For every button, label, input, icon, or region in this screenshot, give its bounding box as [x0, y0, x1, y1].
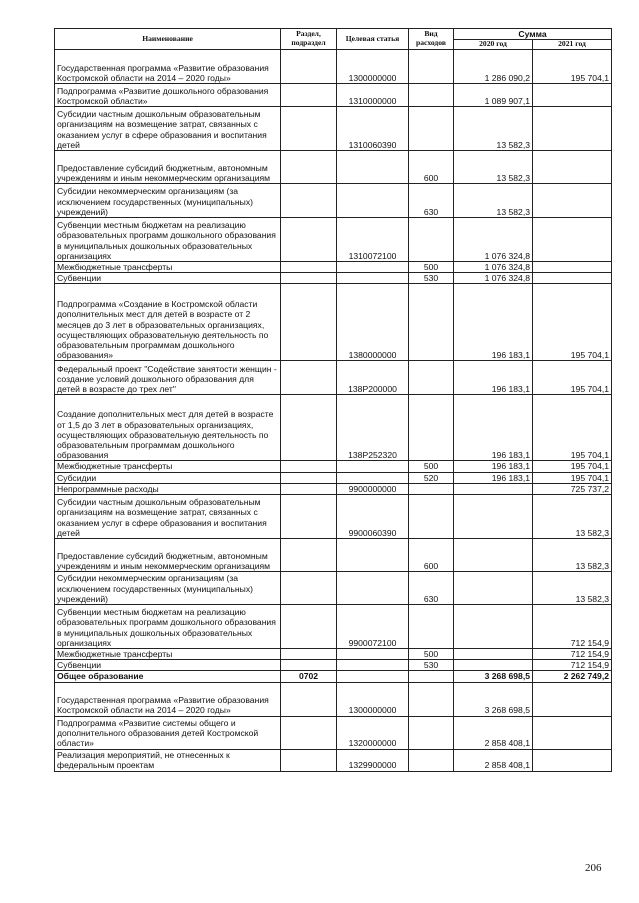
- cell-y2021: 712 154,9: [533, 649, 612, 660]
- cell-target: [337, 572, 409, 605]
- cell-type: [409, 395, 454, 461]
- table-row: [55, 273, 612, 284]
- cell-y2021: [533, 262, 612, 273]
- table-row: [55, 151, 612, 184]
- cell-y2020: 1 089 907,1: [454, 84, 533, 107]
- table-row: [55, 605, 612, 649]
- cell-name: Межбюджетные трансферты: [55, 461, 281, 472]
- cell-y2021: 13 582,3: [533, 572, 612, 605]
- cell-y2021: 195 704,1: [533, 472, 612, 483]
- table-row: [55, 495, 612, 539]
- cell-target: 9900060390: [337, 495, 409, 539]
- cell-type: 630: [409, 572, 454, 605]
- table-row: [55, 671, 612, 682]
- cell-section: [281, 649, 337, 660]
- cell-type: [409, 284, 454, 361]
- cell-name: Непрограммные расходы: [55, 483, 281, 494]
- col-header-target: Целевая статья: [337, 29, 409, 50]
- cell-name: Федеральный проект "Содействие занятости женщин - создание условий дошкольного образования для детей в возрасте до трех лет": [55, 361, 281, 395]
- table-row: [55, 284, 612, 361]
- cell-section: [281, 660, 337, 671]
- cell-target: [337, 649, 409, 660]
- cell-y2020: 1 076 324,8: [454, 273, 533, 284]
- table-row: [55, 184, 612, 218]
- cell-type: [409, 605, 454, 649]
- cell-name: Субсидии частным дошкольным образовательным организациям на возмещение затрат, связанных с оказанием услуг в сфере образования и воспитания детей: [55, 107, 281, 151]
- cell-type: [409, 218, 454, 262]
- col-header-type: Вид расходов: [409, 29, 454, 50]
- cell-y2021: [533, 218, 612, 262]
- cell-y2021: [533, 682, 612, 716]
- cell-name: Субсидии некоммерческим организациям (за исключением государственных (муниципальных) учреждений): [55, 572, 281, 605]
- cell-y2020: 13 582,3: [454, 184, 533, 218]
- cell-section: [281, 495, 337, 539]
- cell-target: 1300000000: [337, 682, 409, 716]
- cell-name: Предоставление субсидий бюджетным, автономным учреждениям и иным некоммерческим организациям: [55, 151, 281, 184]
- table-row: [55, 361, 612, 395]
- cell-y2020: 196 183,1: [454, 284, 533, 361]
- table-row: [55, 461, 612, 472]
- cell-target: 1300000000: [337, 50, 409, 84]
- page-number: 206: [585, 862, 602, 874]
- cell-type: [409, 107, 454, 151]
- cell-y2020: 196 183,1: [454, 395, 533, 461]
- cell-name: Государственная программа «Развитие образования Костромской области на 2014 – 2020 годы»: [55, 682, 281, 716]
- cell-name: Субсидии частным дошкольным образовательным организациям на возмещение затрат, связанных с оказанием услуг в сфере образования и воспитания детей: [55, 495, 281, 539]
- cell-y2020: 3 268 698,5: [454, 682, 533, 716]
- cell-y2021: 195 704,1: [533, 50, 612, 84]
- cell-y2020: 196 183,1: [454, 461, 533, 472]
- table-row: [55, 572, 612, 605]
- cell-y2021: [533, 184, 612, 218]
- cell-y2021: [533, 749, 612, 771]
- cell-section: [281, 682, 337, 716]
- cell-target: 1380000000: [337, 284, 409, 361]
- cell-name: Межбюджетные трансферты: [55, 649, 281, 660]
- cell-target: 1329900000: [337, 749, 409, 771]
- cell-y2021: [533, 84, 612, 107]
- table-body: [55, 50, 612, 772]
- budget-table: [54, 28, 612, 772]
- cell-name: Межбюджетные трансферты: [55, 262, 281, 273]
- cell-name: Государственная программа «Развитие образования Костромской области на 2014 – 2020 годы»: [55, 50, 281, 84]
- cell-y2021: 195 704,1: [533, 395, 612, 461]
- cell-y2020: 2 858 408,1: [454, 716, 533, 749]
- cell-name: Субсидии: [55, 472, 281, 483]
- table-row: [55, 660, 612, 671]
- cell-target: [337, 472, 409, 483]
- cell-name: Общее образование: [55, 671, 281, 682]
- budget-table-sheet: [54, 28, 611, 772]
- cell-type: [409, 749, 454, 771]
- cell-type: 630: [409, 184, 454, 218]
- col-header-section: Раздел, подраздел: [281, 29, 337, 50]
- cell-y2020: [454, 483, 533, 494]
- col-header-2020: 2020 год: [454, 40, 533, 50]
- cell-section: [281, 273, 337, 284]
- cell-y2020: 1 076 324,8: [454, 218, 533, 262]
- table-row: [55, 472, 612, 483]
- cell-type: [409, 50, 454, 84]
- cell-y2021: [533, 107, 612, 151]
- cell-y2021: 195 704,1: [533, 461, 612, 472]
- cell-y2020: [454, 572, 533, 605]
- cell-target: [337, 151, 409, 184]
- table-row: [55, 483, 612, 494]
- cell-y2021: 725 737,2: [533, 483, 612, 494]
- cell-y2021: 712 154,9: [533, 605, 612, 649]
- cell-target: [337, 671, 409, 682]
- cell-section: [281, 361, 337, 395]
- cell-name: Субвенции: [55, 273, 281, 284]
- cell-y2020: [454, 539, 533, 572]
- cell-target: [337, 273, 409, 284]
- col-header-2021: 2021 год: [533, 40, 612, 50]
- cell-target: 138P252320: [337, 395, 409, 461]
- cell-type: 500: [409, 461, 454, 472]
- cell-section: [281, 483, 337, 494]
- cell-target: 9900000000: [337, 483, 409, 494]
- cell-y2021: 195 704,1: [533, 361, 612, 395]
- cell-y2021: [533, 273, 612, 284]
- cell-type: [409, 84, 454, 107]
- table-row: [55, 716, 612, 749]
- cell-y2020: 1 286 090,2: [454, 50, 533, 84]
- cell-name: Подпрограмма «Создание в Костромской области дополнительных мест для детей в возрасте от 2 месяцев до 3 лет в образовательных организациях, осуществляющих образовательную деятельность по образовательным программам дошкольного образования»: [55, 284, 281, 361]
- cell-y2020: 13 582,3: [454, 107, 533, 151]
- cell-section: [281, 107, 337, 151]
- cell-section: [281, 472, 337, 483]
- cell-section: [281, 84, 337, 107]
- cell-type: 500: [409, 649, 454, 660]
- cell-y2020: 2 858 408,1: [454, 749, 533, 771]
- cell-type: 530: [409, 273, 454, 284]
- cell-y2020: 13 582,3: [454, 151, 533, 184]
- table-row: [55, 84, 612, 107]
- cell-name: Подпрограмма «Развитие системы общего и дополнительного образования детей Костромской области»: [55, 716, 281, 749]
- cell-y2021: [533, 716, 612, 749]
- cell-section: [281, 605, 337, 649]
- cell-name: Реализация мероприятий, не отнесенных к федеральным проектам: [55, 749, 281, 771]
- table-row: [55, 262, 612, 273]
- cell-type: 500: [409, 262, 454, 273]
- cell-target: 1310000000: [337, 84, 409, 107]
- table-row: [55, 50, 612, 84]
- col-header-sum: Сумма: [454, 29, 612, 40]
- table-row: [55, 395, 612, 461]
- cell-y2020: 196 183,1: [454, 361, 533, 395]
- cell-y2021: 195 704,1: [533, 284, 612, 361]
- cell-type: [409, 495, 454, 539]
- cell-type: 600: [409, 151, 454, 184]
- cell-section: [281, 749, 337, 771]
- cell-y2020: [454, 660, 533, 671]
- cell-y2021: 712 154,9: [533, 660, 612, 671]
- cell-type: 600: [409, 539, 454, 572]
- cell-y2020: [454, 495, 533, 539]
- cell-name: Подпрограмма «Развитие дошкольного образования Костромской области»: [55, 84, 281, 107]
- cell-target: 138P200000: [337, 361, 409, 395]
- cell-section: [281, 151, 337, 184]
- table-row: [55, 649, 612, 660]
- cell-target: [337, 660, 409, 671]
- cell-section: [281, 184, 337, 218]
- cell-y2020: 1 076 324,8: [454, 262, 533, 273]
- cell-section: 0702: [281, 671, 337, 682]
- cell-section: [281, 395, 337, 461]
- cell-name: Создание дополнительных мест для детей в возрасте от 1,5 до 3 лет в образовательных организациях, осуществляющих образовательную деятельность по образовательным программам дошкольного образования: [55, 395, 281, 461]
- cell-name: Субвенции: [55, 660, 281, 671]
- cell-section: [281, 716, 337, 749]
- table-row: [55, 682, 612, 716]
- cell-name: Предоставление субсидий бюджетным, автономным учреждениям и иным некоммерческим организациям: [55, 539, 281, 572]
- cell-section: [281, 572, 337, 605]
- cell-target: [337, 461, 409, 472]
- table-row: [55, 107, 612, 151]
- cell-section: [281, 539, 337, 572]
- cell-target: 1320000000: [337, 716, 409, 749]
- cell-name: Субвенции местным бюджетам на реализацию образовательных программ дошкольного образования в муниципальных дошкольных образовательных организациях: [55, 605, 281, 649]
- cell-y2020: 3 268 698,5: [454, 671, 533, 682]
- cell-section: [281, 218, 337, 262]
- cell-y2021: [533, 151, 612, 184]
- cell-y2020: [454, 649, 533, 660]
- table-row: [55, 539, 612, 572]
- table-row: [55, 749, 612, 771]
- cell-target: [337, 184, 409, 218]
- cell-y2020: [454, 605, 533, 649]
- cell-target: [337, 262, 409, 273]
- cell-section: [281, 461, 337, 472]
- cell-section: [281, 50, 337, 84]
- cell-type: [409, 682, 454, 716]
- cell-target: 1310072100: [337, 218, 409, 262]
- table-row: [55, 218, 612, 262]
- cell-y2021: 13 582,3: [533, 495, 612, 539]
- cell-type: 530: [409, 660, 454, 671]
- col-header-name: Наименование: [55, 29, 281, 50]
- cell-type: 520: [409, 472, 454, 483]
- cell-type: [409, 361, 454, 395]
- cell-y2020: 196 183,1: [454, 472, 533, 483]
- cell-type: [409, 671, 454, 682]
- cell-target: 9900072100: [337, 605, 409, 649]
- cell-target: [337, 539, 409, 572]
- cell-type: [409, 716, 454, 749]
- cell-y2021: 2 262 749,2: [533, 671, 612, 682]
- cell-name: Субсидии некоммерческим организациям (за исключением государственных (муниципальных) учреждений): [55, 184, 281, 218]
- cell-section: [281, 262, 337, 273]
- cell-name: Субвенции местным бюджетам на реализацию образовательных программ дошкольного образования в муниципальных дошкольных образовательных организациях: [55, 218, 281, 262]
- cell-y2021: 13 582,3: [533, 539, 612, 572]
- cell-section: [281, 284, 337, 361]
- cell-target: 1310060390: [337, 107, 409, 151]
- cell-type: [409, 483, 454, 494]
